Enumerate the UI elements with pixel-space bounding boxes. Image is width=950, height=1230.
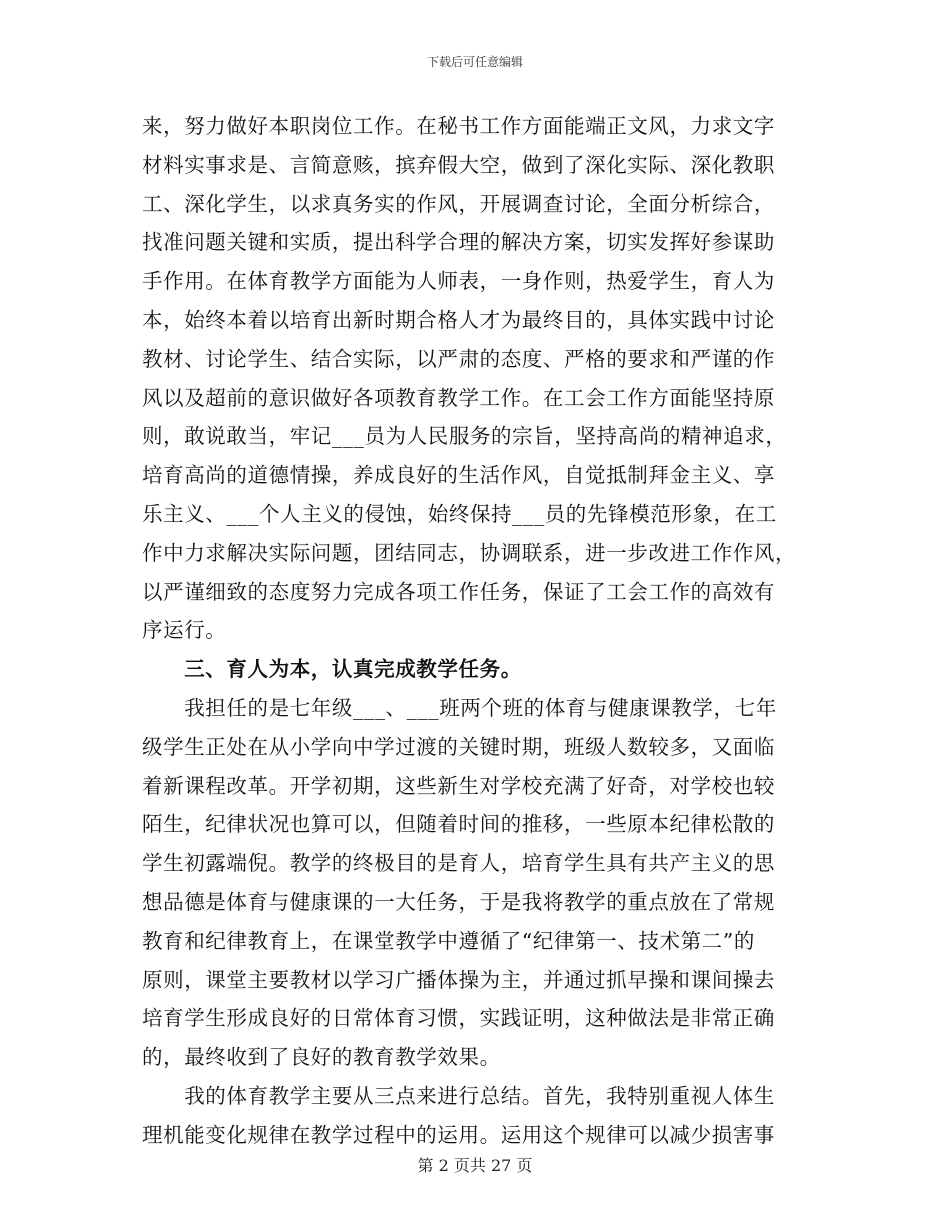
text-line: 手作用。在体育教学方面能为人师表，一身作则，热爱学生，育人为 [142,269,775,294]
text-line: 我担任的是七年级___、___班两个班的体育与健康课教学，七年 [142,695,777,720]
text-line: 原则，课堂主要教材以学习广播体操为主，并通过抓早操和课间操去 [142,967,775,992]
page-header: 下载后可任意编辑 [426,55,523,69]
text-line: 序运行。 [142,618,227,643]
text-line: 风以及超前的意识做好各项教育教学工作。在工会工作方面能坚持原 [142,385,775,410]
section-heading: 三、育人为本，认真完成教学任务。 [142,657,522,682]
text-line: 来，努力做好本职岗位工作。在秘书工作方面能端正文风，力求文字 [142,114,775,138]
text-line: 则，敢说敢当，牢记___员为人民服务的宗旨，坚持高尚的精神追求， [142,424,787,449]
text-line: 培育高尚的道德情操，养成良好的生活作风，自觉抵制拜金主义、享 [142,463,775,488]
text-line: 想品德是体育与健康课的一大任务，于是我将教学的重点放在了常规 [142,889,775,914]
text-line: 的，最终收到了良好的教育教学效果。 [142,1045,501,1070]
text-line: 教材、讨论学生、结合实际，以严肃的态度、严格的要求和严谨的作 [142,346,775,371]
text-line: 乐主义、___个人主义的侵蚀，始终保持___员的先锋模范形象，在工 [142,501,777,526]
document-body [142,107,807,1155]
text-line: 理机能变化规律在教学过程中的运用。运用这个规律可以减少损害事 [142,1122,775,1147]
text-line: 陌生，纪律状况也算可以，但随着时间的推移，一些原本纪律松散的 [142,812,775,837]
text-line: 培育学生形成良好的日常体育习惯，实践证明，这种做法是非常正确 [142,1006,775,1031]
page-footer: 第 2 页共 27 页 [417,1156,533,1175]
text-line: 找准问题关键和实质，提出科学合理的解决方案，切实发挥好参谋助 [142,230,775,255]
text-line: 我的体育教学主要从三点来进行总结。首先，我特别重视人体生 [142,1083,775,1108]
text-line: 以严谨细致的态度努力完成各项工作任务，保证了工会工作的高效有 [142,579,775,604]
text-line: 材料实事求是、言简意赅，摈弃假大空，做到了深化实际、深化教职 [142,152,775,177]
text-line: 作中力求解决实际问题，团结同志，协调联系，进一步改进工作作风， [142,540,797,565]
text-line: 工、深化学生，以求真务实的作风，开展调查讨论，全面分析综合， [142,191,775,216]
text-line: 学生初露端倪。教学的终极目的是育人，培育学生具有共产主义的思 [142,851,775,876]
text-line: 教育和纪律教育上，在课堂教学中遵循了“纪律第一、技术第二”的 [142,928,755,953]
text-line: 本，始终本着以培育出新时期合格人才为最终目的，具体实践中讨论 [142,307,775,332]
text-line: 级学生正处在从小学向中学过渡的关键时期，班级人数较多，又面临 [142,734,775,759]
text-line: 着新课程改革。开学初期，这些新生对学校充满了好奇，对学校也较 [142,773,775,798]
